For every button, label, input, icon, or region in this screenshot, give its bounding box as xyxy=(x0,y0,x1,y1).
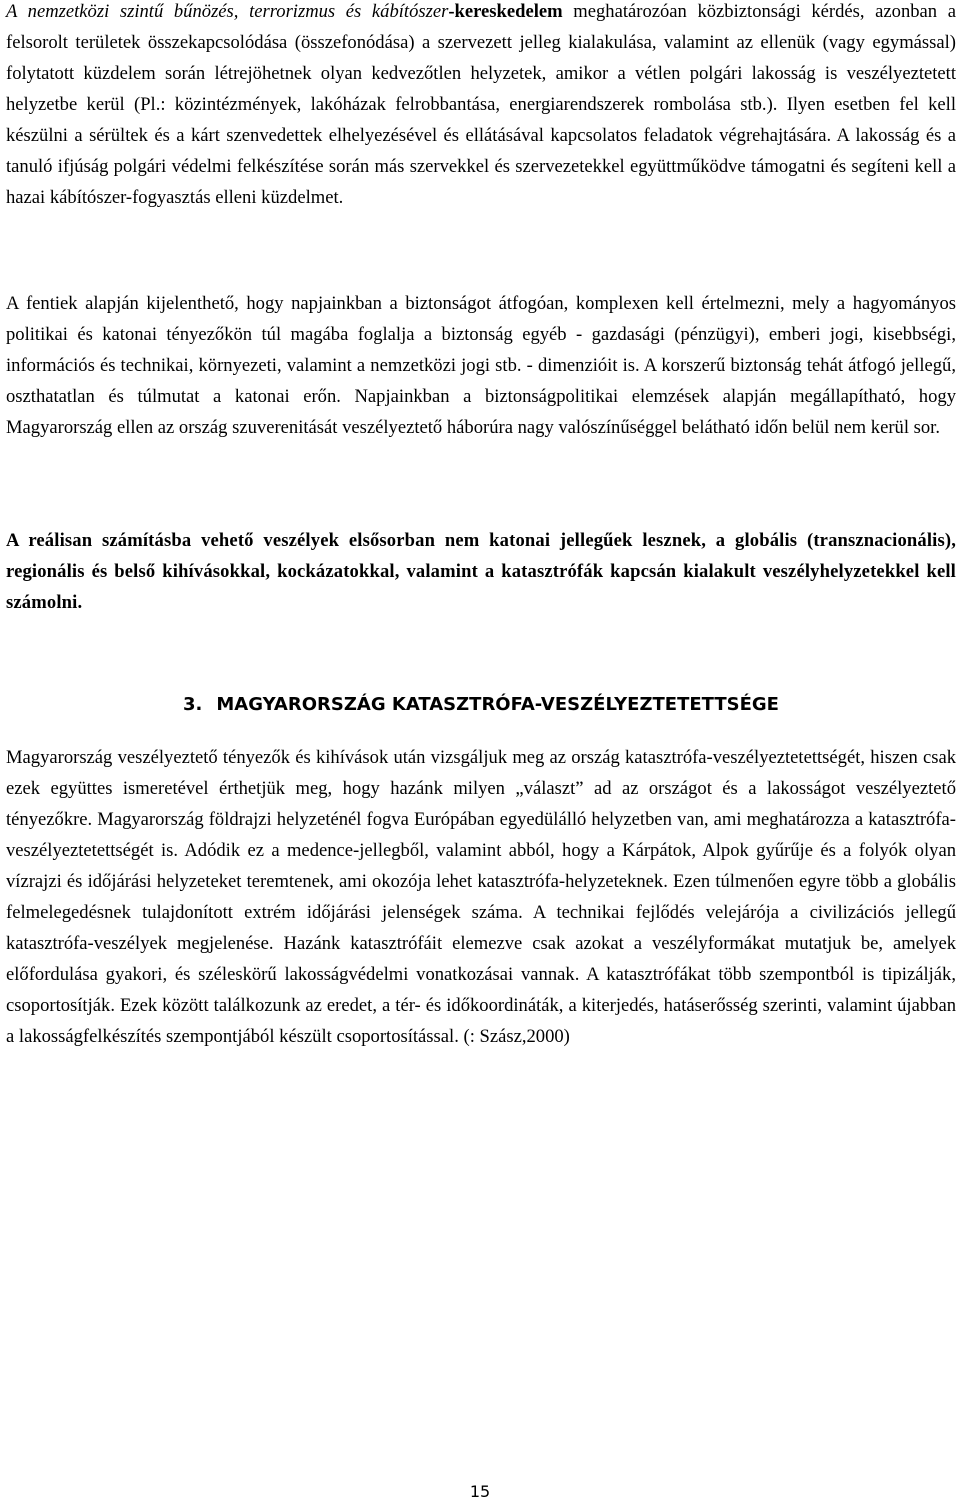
paragraph-intro-text: meghatározóan közbiztonsági kérdés, azonban a felsorolt területek összekapcsolódása (összefonódása) a szervezett jelleg kialakulása, valamint az ellenük (vagy egymással) folytatott küzdelem során létrejöhetnek olyan kedvezőtlen helyzetek, amikor a vétlen polgári lakosság is veszélyeztetett helyzetbe kerül (Pl.: közintézmények, lakóházak felrobbantása, energiarendszerek rombolása stb.). Ilyen esetben fel kell készülni a sérültek és a kárt szenvedettek elhelyezésével és ellátásával kapcsolatos feladatok végrehajtására. A lakosság és a tanuló ifjúság polgári védelmi felkészítése során más szervekkel és szervezetekkel együttműködve támogatni és segíteni kell a hazai kábítószer-fogyasztás elleni küzdelmet. xyxy=(6,1,956,208)
paragraph-emphasis: A reálisan számításba vehető veszélyek elsősorban nem katonai jellegűek lesznek, a globális (transznacionális), regionális és belső kihívásokkal, kockázatokkal, valamint a katasztrófák kapcsán kialakult veszélyhelyzetekkel kell számolni. xyxy=(6,530,956,613)
paragraph-intro xyxy=(6,0,956,213)
section-heading-number: 3. xyxy=(183,694,203,715)
page-number: 15 xyxy=(469,1482,491,1501)
paragraph-intro-bold-lead: -kereskedelem xyxy=(448,1,563,22)
paragraph-disaster-risk: Magyarország veszélyeztető tényezők és kihívások után vizsgáljuk meg az ország katasztrófa-veszélyeztetettségét, hiszen csak ezek együttes ismeretével érthetjük meg, hogy hazánk milyen „választ” ad az országot és a lakosságot veszélyeztető tényezőkre. Magyarország földrajzi helyzeténél fogva Európában egyedülálló helyzetben van, ami meghatározza a katasztrófa-veszélyeztetettségét is. Adódik ez a medence-jellegből, valamint abból, hogy a Kárpátok, Alpok gyűrűje és a folyók olyan vízrajzi és időjárási helyzeteket teremtenek, ami okozója lehet katasztrófa-helyzeteknek. Ezen túlmenően egyre több a globális felmelegedésnek tulajdonított extrém időjárási jelenségek száma. A technikai fejlődés velejárója a civilizációs jellegű katasztrófa-veszélyek megjelenése. Hazánk katasztrófáit elemezve csak azokat a veszélyformákat mutatjuk be, amelyek előfordulása gyakori, és széleskörű lakosságvédelmi vonatkozásai vannak. A katasztrófákat több szempontból is tipizálják, csoportosítják. Ezek között találkozunk az eredet, a tér- és időkoordináták, a kiterjedés, hatáserősség szerinti, valamint újabban a lakosságfelkészítés szempontjából készült csoportosítással. (: Szász,2000) xyxy=(6,747,956,1047)
section-heading xyxy=(6,690,956,720)
paragraph-intro-italic-lead: A nemzetközi szintű bűnözés, terrorizmus és kábítószer xyxy=(6,1,449,22)
paragraph-security: A fentiek alapján kijelenthető, hogy napjainkban a biztonságot átfogóan, komplexen kell értelmezni, mely a hagyományos politikai és katonai tényezőkön túl magába foglalja a biztonság egyéb - gazdasági (pénzügyi), emberi jogi, kisebbségi, információs és technikai, környezeti, valamint a nemzetközi jogi stb. - dimenzióit is. A korszerű biztonság tehát átfogó jellegű, oszthatatlan és túlmutat a katonai erőn. Napjainkban a biztonságpolitikai elemzések alapján megállapítható, hogy Magyarország ellen az ország szuverenitását veszélyeztető háborúra nagy valószínűséggel belátható időn belül nem kerül sor. xyxy=(6,293,956,438)
section-heading-title: MAGYARORSZÁG KATASZTRÓFA-VESZÉLYEZTETETTSÉGE xyxy=(216,694,779,715)
